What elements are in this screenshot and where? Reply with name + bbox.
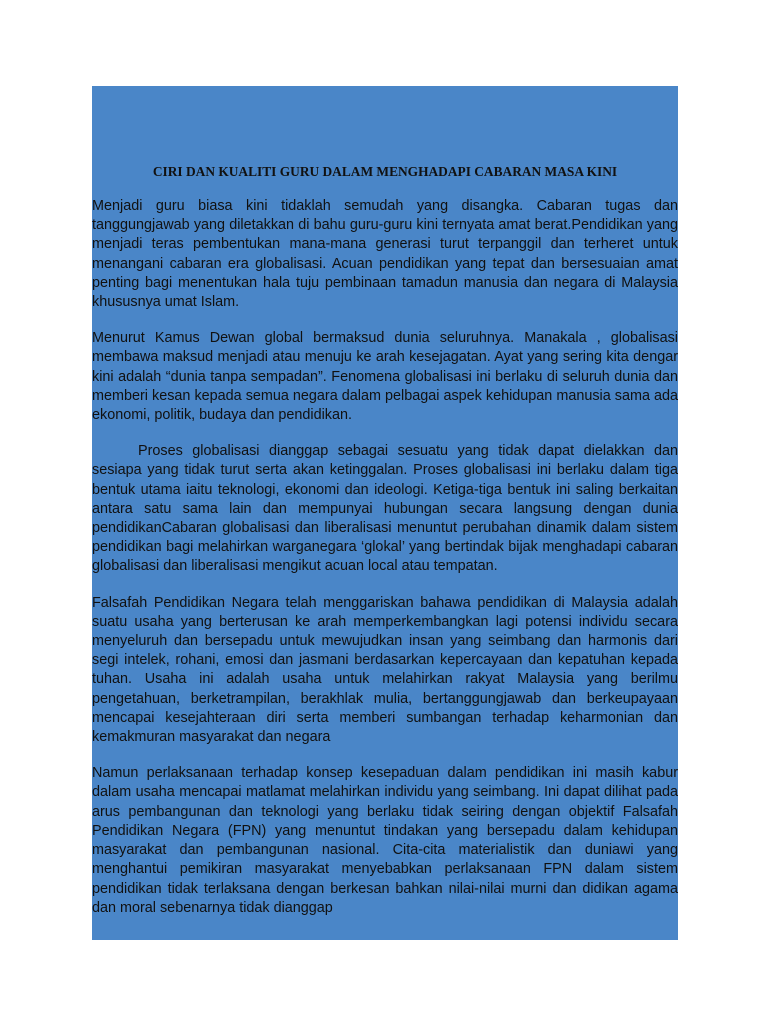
document-page bbox=[92, 86, 678, 940]
document-title: CIRI DAN KUALITI GURU DALAM MENGHADAPI CABARAN MASA KINI bbox=[152, 164, 618, 179]
paragraph-4: Falsafah Pendidikan Negara telah menggariskan bahawa pendidikan di Malaysia adalah suatu usaha yang berterusan ke arah memperkembangkan lagi potensi individu secara menyeluruh dan bersepadu untuk mewujudkan insan yang seimbang dan harmonis dari segi intelek, rohani, emosi dan jasmani berdasarkan kepercayaan dan kepatuhan kepada tuhan. Usaha ini adalah usaha untuk melahirkan rakyat Malaysia yang berilmu pengetahuan, berketrampilan, berakhlak mulia, bertanggungjawab dan berkeupayaan mencapai kesejahteraan diri serta memberi sumbangan terhadap keharmonian dan kemakmuran masyarakat dan negara bbox=[92, 594, 678, 746]
paragraph-1: Menjadi guru biasa kini tidaklah semudah yang disangka. Cabaran tugas dan tanggungjawab yang diletakkan di bahu guru-guru kini ternyata amat berat.Pendidikan yang menjadi teras pembentukan mana-mana generasi turut terpanggil dan terheret untuk menangani cabaran era globalisasi. Acuan pendidikan yang tepat dan bersesuaian amat penting bagi menentukan hala tuju pembinaan tamadun manusia dan negara di Malaysia khususnya umat Islam. bbox=[92, 198, 678, 311]
paragraph-5: Namun perlaksanaan terhadap konsep kesepaduan dalam pendidikan ini masih kabur dalam usaha mencapai matlamat melahirkan individu yang seimbang. Ini dapat dilihat pada arus pembangunan dan teknologi yang berlaku tidak seiring dengan objektif Falsafah Pendidikan Negara (FPN) yang menuntut tindakan yang bersepadu dalam kehidupan masyarakat dan pembangunan nasional. Cita-cita materialistik dan duniawi yang menghantui pemikiran masyarakat menyebabkan perlaksanaan FPN dalam sistem pendidikan tidak terlaksana dengan berkesan bahkan nilai-nilai murni dan didikan agama dan moral sebenarnya tidak dianggap bbox=[92, 765, 678, 916]
paragraph-2: Menurut Kamus Dewan global bermaksud dunia seluruhnya. Manakala , globalisasi membawa maksud menjadi atau menuju ke arah kesejagatan. Ayat yang sering kita dengar kini adalah “dunia tanpa sempadan”. Fenomena globalisasi ini berlaku di seluruh dunia dan memberi kesan kepada semua negara dalam pelbagai aspek kehidupan manusia sama ada ekonomi, politik, budaya dan pendidikan. bbox=[92, 330, 678, 424]
paragraph-3: Proses globalisasi dianggap sebagai sesuatu yang tidak dapat dielakkan dan sesiapa yang tidak turut serta akan ketinggalan. Proses globalisasi ini berlaku dalam tiga bentuk utama iaitu teknologi, ekonomi dan ideologi. Ketiga-tiga bentuk ini saling berkaitan antara satu sama lain dan mempunyai hubungan secara langsung dengan dunia pendidikanCabaran globalisasi dan liberalisasi menuntut perubahan dinamik dalam sistem pendidikan bagi melahirkan warganegara ‘glokal’ yang bertindak bijak menghadapi cabaran globalisasi dan liberalisasi mengikut acuan local atau tempatan. bbox=[92, 443, 678, 575]
document-content bbox=[92, 164, 678, 935]
